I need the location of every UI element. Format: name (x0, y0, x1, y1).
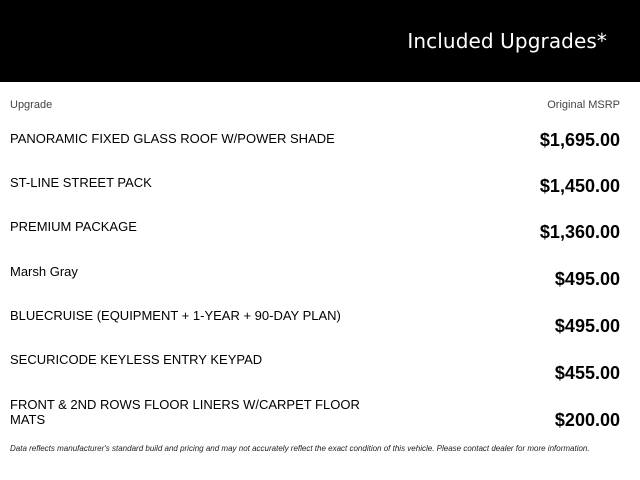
column-header-msrp: Original MSRP (547, 99, 620, 111)
upgrade-name: Marsh Gray (10, 264, 78, 279)
upgrade-name: BLUECRUISE (EQUIPMENT + 1-YEAR + 90-DAY PLAN) (10, 308, 341, 323)
upgrade-name: SECURICODE KEYLESS ENTRY KEYPAD (10, 352, 263, 367)
upgrade-name: PANORAMIC FIXED GLASS ROOF W/POWER SHADE (10, 131, 335, 146)
upgrade-price: $1,360.00 (539, 222, 620, 242)
upgrade-price: $455.00 (554, 363, 620, 383)
column-header-upgrade: Upgrade (10, 99, 53, 111)
upgrade-name: ST-LINE STREET PACK (10, 175, 152, 190)
page-title: Included Upgrades* (407, 29, 607, 53)
upgrade-name: FRONT & 2ND ROWS FLOOR LINERS W/CARPET FLOOR MATS (10, 397, 360, 427)
upgrade-price: $495.00 (554, 269, 620, 289)
upgrade-price: $1,450.00 (539, 176, 620, 196)
upgrade-price: $200.00 (554, 410, 620, 430)
disclaimer-text: Data reflects manufacturer's standard build and pricing and may not accurately reflect the exact condition of this vehicle. Please contact dealer for more information. (10, 444, 590, 453)
upgrade-price: $1,695.00 (539, 130, 620, 150)
header-banner (0, 0, 640, 82)
upgrade-name: PREMIUM PACKAGE (10, 219, 137, 234)
column-headers (0, 99, 640, 113)
upgrade-price: $495.00 (554, 316, 620, 336)
